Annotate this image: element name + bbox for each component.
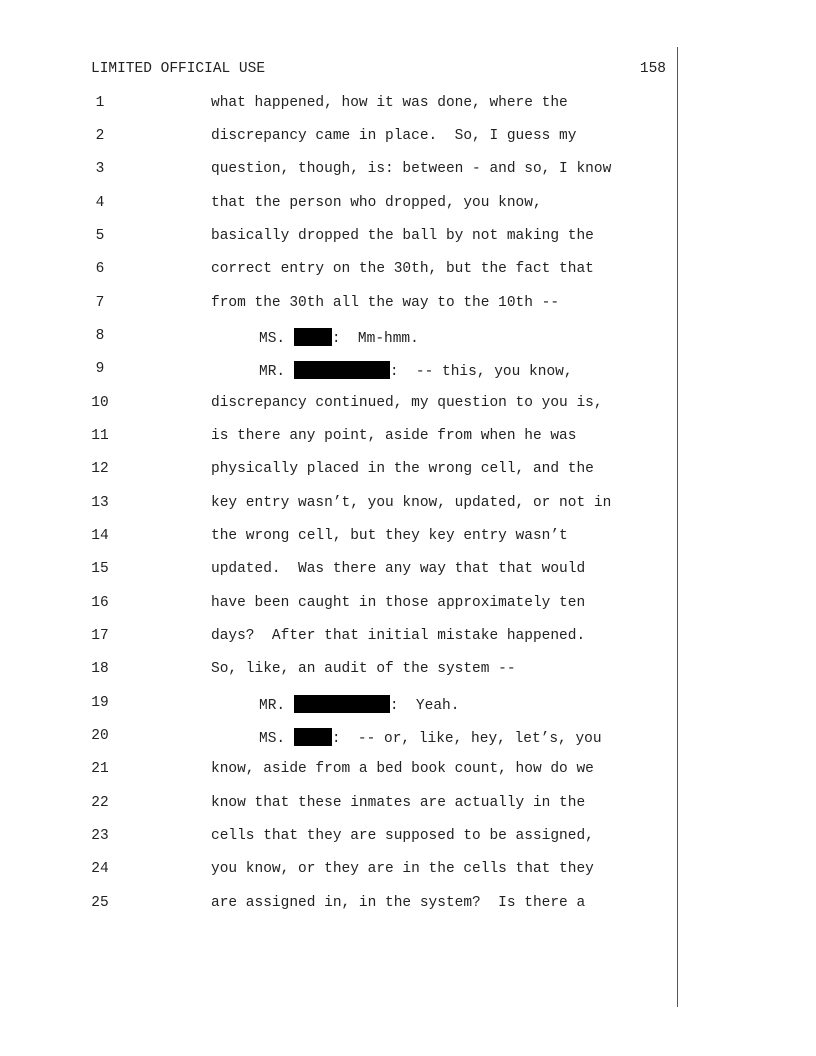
redacted-name [294,328,332,346]
line-number: 11 [91,428,109,444]
transcript-line [0,295,676,315]
line-text: the wrong cell, but they key entry wasn’t [211,528,568,544]
transcript-line [0,861,676,881]
line-number: 14 [91,528,109,544]
line-number: 3 [95,161,105,177]
line-text: days? After that initial mistake happened. [211,628,586,644]
line-text: : -- this, you know, [389,364,573,380]
line-number: 21 [91,761,109,777]
page-number: 158 [639,61,666,77]
line-number: 20 [91,728,109,744]
line-text: discrepancy came in place. So, I guess my [211,128,577,144]
transcript-line [0,895,676,915]
transcript-line [0,761,676,781]
line-number: 13 [91,495,109,511]
line-text: from the 30th all the way to the 10th -- [211,295,560,311]
speaker-title: MS. [259,331,286,347]
line-text: are assigned in, in the system? Is there a [211,895,586,911]
redacted-name [294,361,390,379]
transcript-line [0,628,676,648]
transcript-line [0,461,676,481]
transcript-line [0,228,676,248]
line-text: basically dropped the ball by not making the [211,228,594,244]
line-number: 25 [91,895,109,911]
line-text: : -- or, like, hey, let’s, you [331,731,602,747]
transcript-line [0,328,676,348]
line-text: physically placed in the wrong cell, and the [211,461,594,477]
transcript-line [0,195,676,215]
transcript-line [0,95,676,115]
line-number: 5 [95,228,105,244]
line-text: what happened, how it was done, where the [211,95,568,111]
transcript-line [0,361,676,381]
transcript-line [0,695,676,715]
line-text: is there any point, aside from when he was [211,428,577,444]
line-text: have been caught in those approximately ten [211,595,586,611]
line-number: 10 [91,395,109,411]
line-number: 7 [95,295,105,311]
line-number: 23 [91,828,109,844]
transcript-line [0,795,676,815]
line-text: discrepancy continued, my question to you is, [211,395,603,411]
line-number: 16 [91,595,109,611]
transcript-line [0,728,676,748]
speaker-title: MR. [259,364,286,380]
line-number: 9 [95,361,105,377]
line-text: know that these inmates are actually in the [211,795,586,811]
line-number: 6 [95,261,105,277]
line-text: that the person who dropped, you know, [211,195,542,211]
line-number: 19 [91,695,109,711]
redacted-name [294,728,332,746]
line-number: 24 [91,861,109,877]
transcript-line [0,661,676,681]
line-text: correct entry on the 30th, but the fact that [211,261,594,277]
line-text: : Mm-hmm. [331,331,419,347]
line-text: updated. Was there any way that that would [211,561,586,577]
transcript-line [0,595,676,615]
line-text: So, like, an audit of the system -- [211,661,516,677]
page-header-title: LIMITED OFFICIAL USE [91,61,266,77]
transcript-line [0,495,676,515]
right-margin-rule [677,47,678,1007]
line-number: 2 [95,128,105,144]
transcript-line [0,828,676,848]
line-text: cells that they are supposed to be assigned, [211,828,594,844]
line-number: 4 [95,195,105,211]
transcript-line [0,261,676,281]
line-number: 15 [91,561,109,577]
transcript-line [0,561,676,581]
line-text: know, aside from a bed book count, how do we [211,761,594,777]
transcript-line [0,161,676,181]
line-number: 18 [91,661,109,677]
line-text: : Yeah. [389,698,460,714]
redacted-name [294,695,390,713]
speaker-title: MR. [259,698,286,714]
line-number: 8 [95,328,105,344]
transcript-line [0,395,676,415]
line-number: 17 [91,628,109,644]
line-text: you know, or they are in the cells that they [211,861,594,877]
line-number: 22 [91,795,109,811]
transcript-line [0,128,676,148]
line-number: 1 [95,95,105,111]
line-number: 12 [91,461,109,477]
line-text: key entry wasn’t, you know, updated, or not in [211,495,612,511]
transcript-line [0,428,676,448]
line-text: question, though, is: between - and so, I know [211,161,612,177]
speaker-title: MS. [259,731,286,747]
transcript-line [0,528,676,548]
